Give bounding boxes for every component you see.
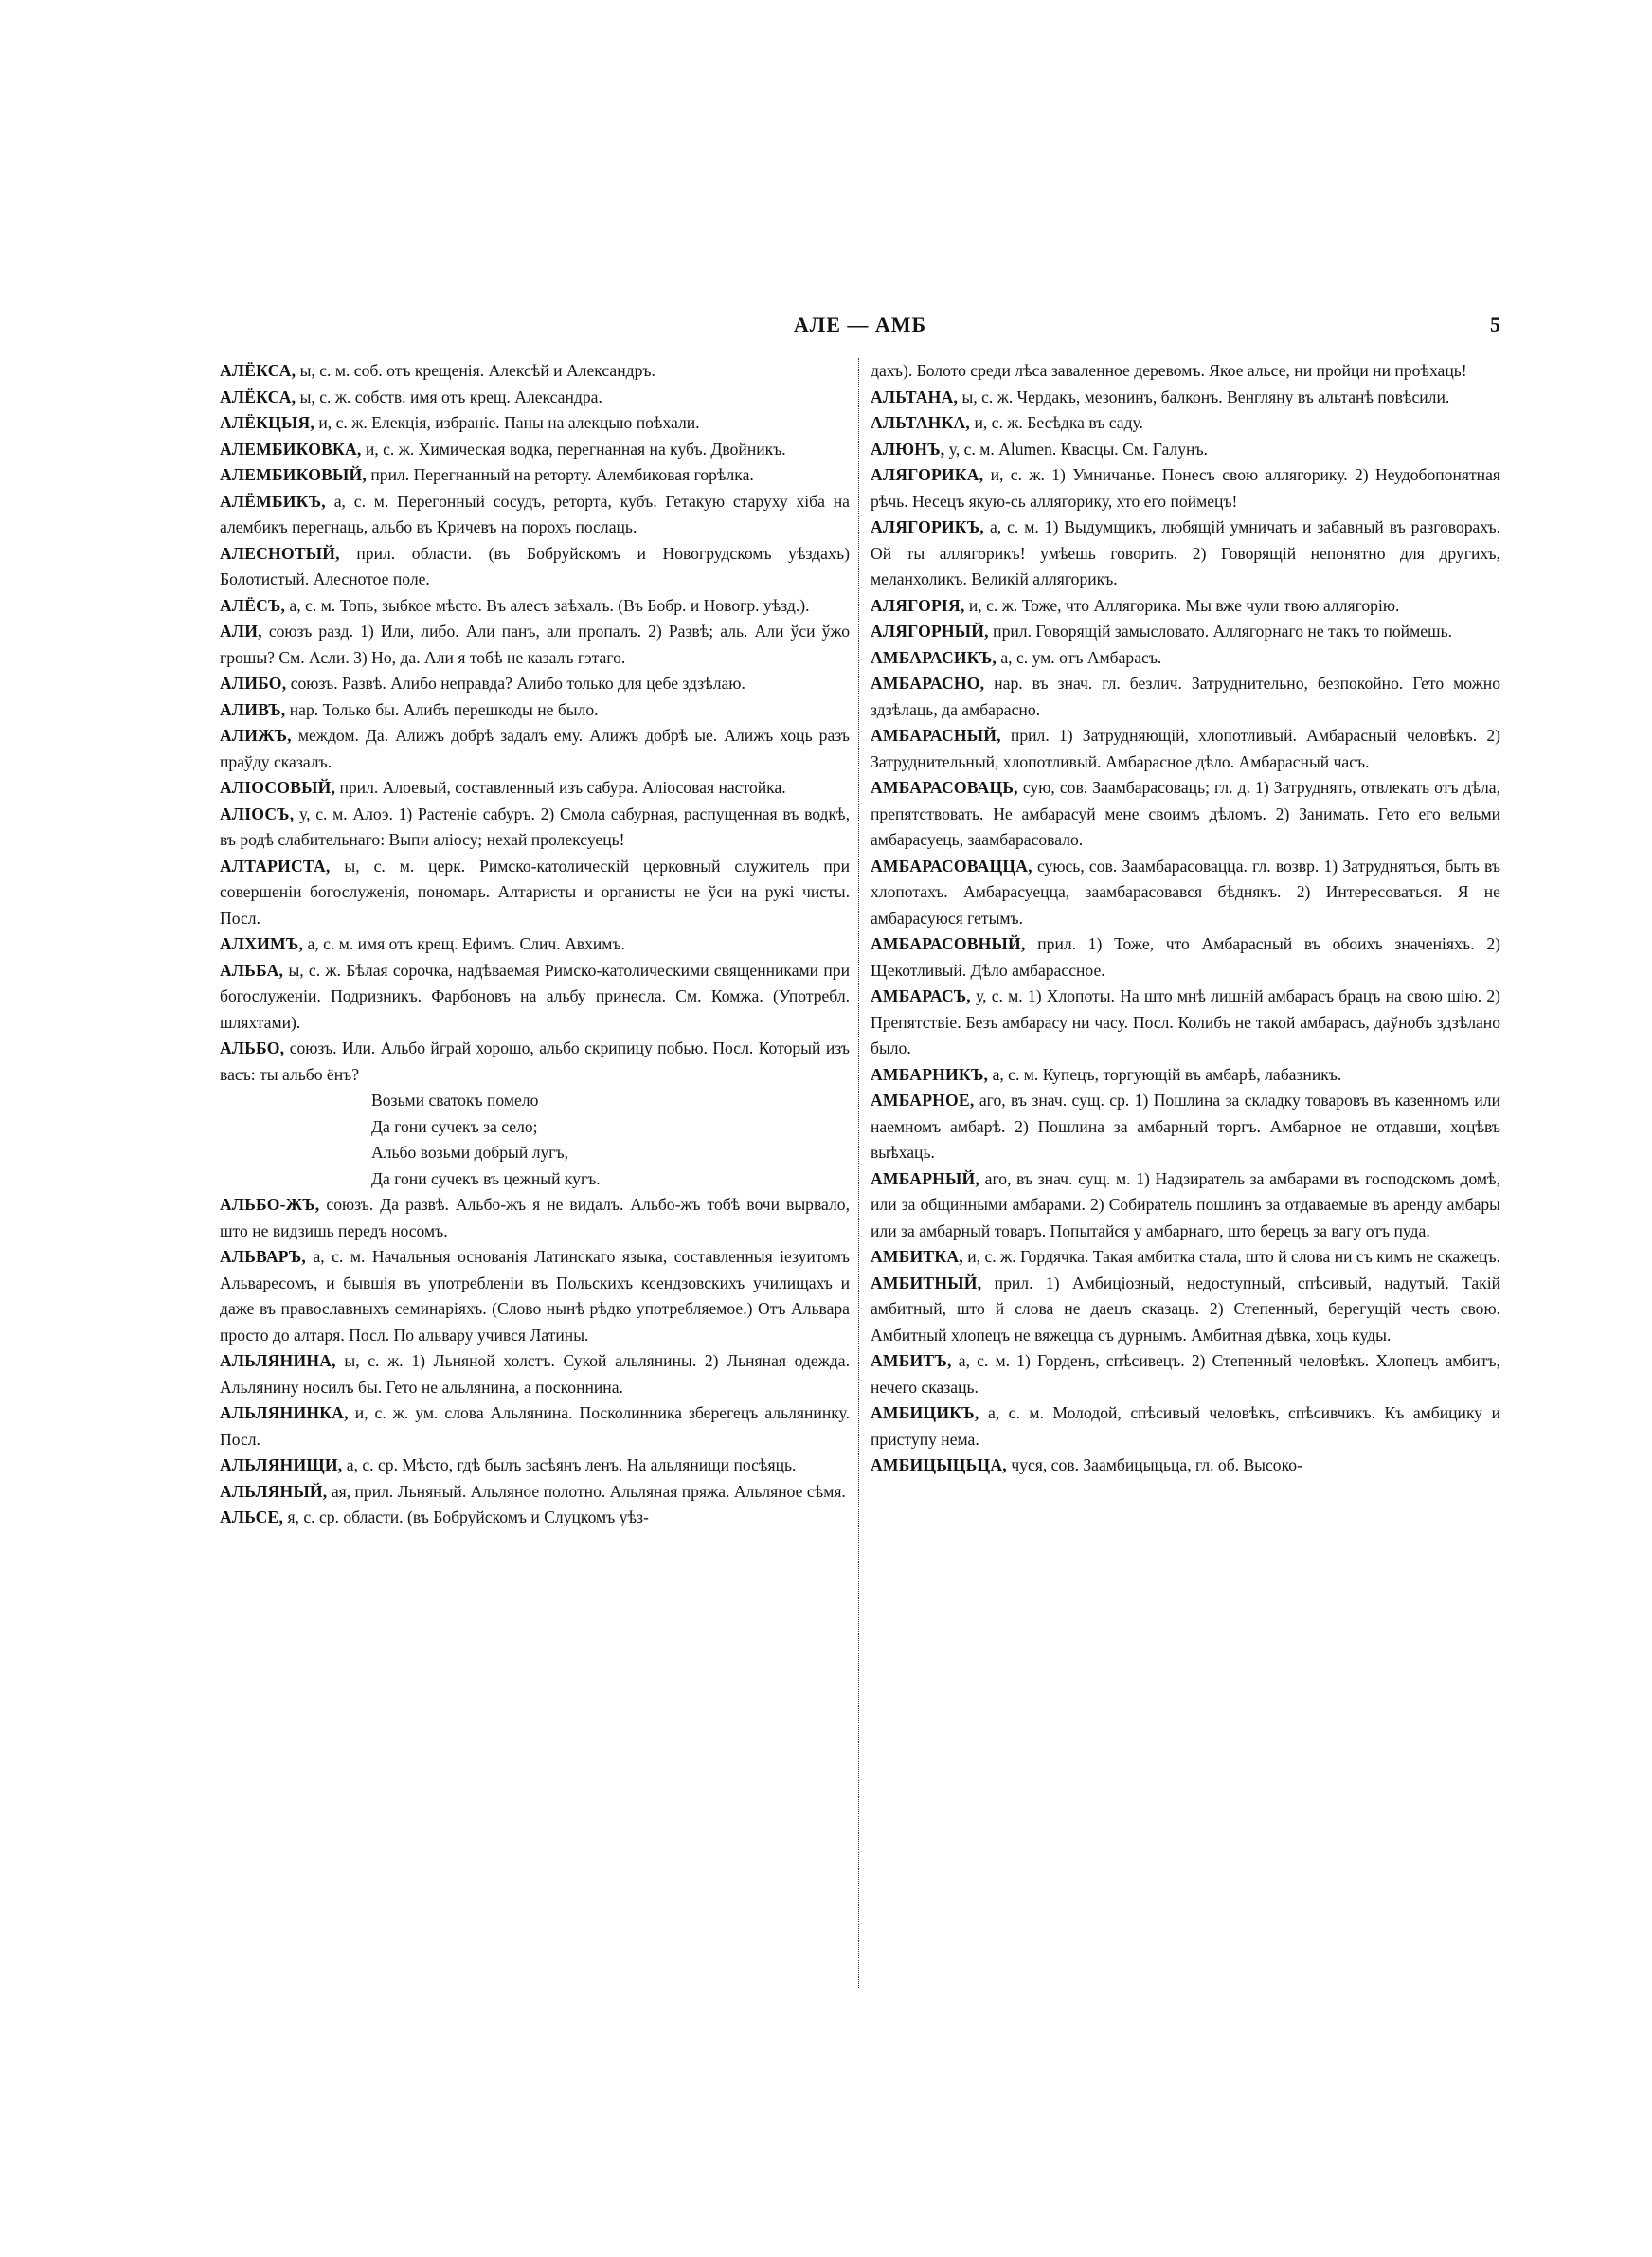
entry-headword: АМБАРНОЕ, [871, 1091, 975, 1110]
entry-headword: АЛЁКСА, [220, 387, 296, 406]
entry-headword: АМБАРАСИКЪ, [871, 647, 997, 667]
dictionary-entry [220, 1479, 850, 1506]
dictionary-entry [220, 593, 850, 620]
dictionary-entry [871, 1166, 1500, 1245]
entry-definition: а, с. м. Молодой, спѣсивый человѣкъ, спѣсивчикъ. Къ амбицику и приступу нема. [871, 1403, 1500, 1449]
entry-headword: АЛЬЛЯНЫЙ, [220, 1481, 328, 1501]
entry-definition: союзъ разд. 1) Или, либо. Али панъ, али пропалъ. 2) Развѣ; аль. Али ўси ўжо грошы? См. Асли. 3) Но, да. Али я тобѣ не казалъ гэтаго. [220, 622, 850, 667]
entry-headword: АЛЕМБИКОВЫЙ, [220, 465, 367, 484]
dictionary-entry [220, 1400, 850, 1453]
dictionary-entry [871, 410, 1500, 437]
dictionary-entry [220, 775, 850, 802]
entry-definition: дахъ). Болото среди лѣса заваленное деревомъ. Якое альсе, ни пройци ни проѣхаць! [871, 361, 1467, 380]
dictionary-entry [871, 984, 1500, 1062]
entry-definition: аго, въ знач. сущ. м. 1) Надзиратель за амбарами въ господскомъ домѣ, или за общинными амбарами. 2) Собиратель пошлинъ за отдаваемые въ аренду амбары или за амбарный товаръ. Попытайся у амбарнаго, што берецъ за вагу отъ пуда. [871, 1168, 1500, 1240]
dictionary-entry [871, 1453, 1500, 1479]
entry-headword: АЛЮНЪ, [871, 439, 945, 459]
dictionary-entry [871, 931, 1500, 984]
entry-definition: а, с. м. Топь, зыбкое мѣсто. Въ алесъ заѣхалъ. (Въ Бобр. и Новогр. уѣзд.). [289, 595, 810, 615]
entry-definition: прил. Говорящій замысловато. Аллягорнаго не такъ то поймешь. [993, 622, 1452, 641]
entry-definition: а, с. м. Перегонный сосудъ, реторта, кубъ. Гетакую старуху хіба на алембикъ перегнаць, альбо въ Кричевъ на порохъ послаць. [220, 491, 850, 536]
dictionary-entry [220, 958, 850, 1037]
entry-definition: союзъ. Или. Альбо йграй хорошо, альбо скрипицу побью. Посл. Который изъ васъ: ты альбо ёнъ? [220, 1038, 850, 1084]
dictionary-entry [871, 1244, 1500, 1271]
entry-definition: прил. 1) Амбиціозный, недоступный, спѣсивый, надутый. Такій амбитный, што й слова не даецъ сказаць. 2) Степенный, берегущій честь свою. Амбитный хлопецъ не вяжецца съ дурнымъ. Амбитная дѣвка, хоць куды. [871, 1273, 1501, 1345]
entry-definition: союзъ. Да развѣ. Альбо-жъ я не видалъ. Альбо-жъ тобѣ вочи вырвало, што не видзишь передъ носомъ. [220, 1195, 850, 1240]
entry-definition: ы, с. ж. 1) Льняной холстъ. Сукой альлянины. 2) Льняная одежда. Альлянину носилъ бы. Гето не альлянина, а посконнина. [220, 1351, 850, 1397]
entry-definition: а, с. м. 1) Горденъ, спѣсивецъ. 2) Степенный человѣкъ. Хлопецъ амбитъ, нечего сказаць. [871, 1351, 1500, 1397]
entry-headword: АЛИ, [220, 622, 262, 641]
dictionary-entry [220, 931, 850, 958]
dictionary-entry [220, 462, 850, 489]
entry-headword: АЛІОСЪ, [220, 803, 295, 823]
entry-headword: АМБАРАСОВАЦЦА, [871, 856, 1032, 876]
entry-headword: АМБИТНЫЙ, [871, 1273, 982, 1292]
entry-definition: и, с. ж. Химическая водка, перегнанная на кубъ. Двойникъ. [365, 439, 786, 459]
dictionary-entry [871, 723, 1500, 775]
dictionary-entry [871, 515, 1500, 593]
dictionary-entry [220, 410, 850, 437]
entry-headword: АЛИБО, [220, 674, 287, 693]
dictionary-entry [871, 1348, 1500, 1400]
entry-definition: и, с. ж. Елекція, избраніе. Паны на алекцыю поѣхали. [318, 413, 700, 432]
entry-definition: прил. Алоевый, составленный изъ сабура. Аліосовая настойка. [339, 778, 786, 797]
entry-definition: ы, с. м. соб. отъ крещенія. Алексѣй и Александръ. [299, 361, 655, 380]
dictionary-entry [871, 1400, 1500, 1453]
entry-headword: АЛИЖЪ, [220, 726, 292, 745]
entry-definition: а, с. ср. Мѣсто, гдѣ былъ засѣянъ ленъ. На альлянищи посѣяць. [346, 1455, 797, 1474]
verse-block [220, 1088, 850, 1192]
entry-definition: междом. Да. Алижъ добрѣ задалъ ему. Алижъ добрѣ ые. Алижъ хоць разъ праўду сказалъ. [220, 726, 851, 771]
entry-definition: и, с. ж. 1) Умничанье. Понесъ свою аллягорику. 2) Неудобопонятная рѣчь. Несецъ якую-сь аллягорику, хто его поймецъ! [871, 465, 1500, 511]
entry-headword: АЛЯГОРИКА, [871, 465, 984, 484]
dictionary-entry [871, 358, 1500, 385]
running-title: АЛЕ — АМБ [793, 313, 927, 336]
entry-definition: у, с. м. Alumen. Квасцы. См. Галунъ. [948, 439, 1208, 459]
dictionary-entry [871, 1088, 1500, 1166]
entry-headword: АЛІОСОВЫЙ, [220, 778, 336, 797]
entry-headword: АМБАРНЫЙ, [871, 1168, 980, 1188]
entry-definition: нар. Только бы. Алибъ перешкоды не было. [289, 699, 599, 719]
dictionary-entry [871, 645, 1500, 672]
entry-definition: нар. въ знач. гл. безлич. Затруднительно, безпокойно. Гето можно здзѣлаць, да амбарасно. [871, 674, 1500, 719]
entry-definition: и, с. ж. Тоже, что Аллягорика. Мы вже чули твою аллягорію. [968, 595, 1400, 615]
entry-definition: и, с. ж. Бесѣдка въ саду. [974, 413, 1143, 432]
dictionary-entry [871, 854, 1500, 932]
entry-definition: а, с. м. Купецъ, торгующій въ амбарѣ, лабазникъ. [992, 1064, 1342, 1084]
entry-definition: прил. Перегнанный на реторту. Алембиковая горѣлка. [370, 465, 754, 484]
entry-headword: АЛЁСЪ, [220, 595, 286, 615]
page-number: 5 [1490, 313, 1500, 336]
entry-headword: АЛЯГОРНЫЙ, [871, 622, 989, 641]
entry-headword: АМБАРАСОВАЦЬ, [871, 778, 1018, 797]
entry-definition: прил. 1) Затрудняющій, хлопотливый. Амбарасный человѣкъ. 2) Затруднительный, хлопотливый. Амбарасное дѣло. Амбарасный часъ. [871, 726, 1500, 771]
entry-definition: сую, сов. Заамбарасоваць; гл. д. 1) Затруднять, отвлекать отъ дѣла, препятствовать. Не амбарасуй мене своимъ дѣломъ. 2) Занимать. Гето его вельми амбарасуець, заамбарасовало. [871, 778, 1500, 849]
entry-definition: а, с. м. имя отъ крещ. Ефимъ. Слич. Авхимъ. [307, 934, 625, 953]
dictionary-entry [220, 385, 850, 411]
entry-definition: я, с. ср. области. (въ Бобруйскомъ и Слуцкомъ уѣз- [287, 1508, 649, 1526]
entry-definition: ая, прил. Льняный. Альляное полотно. Альляная пряжа. Альляное сѣмя. [331, 1481, 846, 1501]
entry-headword: АЛЕМБИКОВКА, [220, 439, 362, 459]
entry-headword: АЛЁМБИКЪ, [220, 491, 326, 511]
entry-headword: АЛЁКЦЫЯ, [220, 413, 314, 432]
dictionary-entry [220, 619, 850, 671]
entry-headword: АЛЬВАРЪ, [220, 1247, 306, 1266]
dictionary-entry [220, 697, 850, 724]
entry-definition: и, с. ж. ум. слова Альлянина. Посколинника зберегецъ альлянинку. Посл. [220, 1403, 850, 1449]
dictionary-entry [220, 671, 850, 697]
dictionary-entry [871, 1062, 1500, 1089]
entry-headword: АЛЬБО-ЖЪ, [220, 1195, 320, 1214]
entry-definition: Возьми сватокъ помело Да гони сучекъ за село; Альбо возьми добрый лугъ, Да гони сучекъ въ цежный кугъ. [371, 1091, 601, 1188]
dictionary-entry [871, 437, 1500, 463]
running-head [220, 313, 1500, 343]
entry-headword: АМБИЦИКЪ, [871, 1403, 979, 1422]
entry-definition: у, с. м. 1) Хлопоты. На што мнѣ лишній амбарасъ брацъ на свою шію. 2) Препятствіе. Безъ амбарасу ни часу. Посл. Колибъ не такой амбарасъ, даўнобъ здзѣлано было. [871, 986, 1500, 1057]
dictionary-entry [871, 385, 1500, 411]
entry-headword: АМБАРАСЪ, [871, 986, 971, 1005]
dictionary-entry [871, 671, 1500, 723]
entry-definition: у, с. м. Алоэ. 1) Растеніе сабуръ. 2) Смола сабурная, распущенная въ водкѣ, въ родѣ слабительнаго: Выпи аліосу; нехай пролексуець! [220, 803, 850, 849]
entry-definition: ы, с. ж. собств. имя отъ крещ. Александра. [299, 387, 602, 406]
entry-headword: АМБАРАСОВНЫЙ, [871, 934, 1026, 953]
dictionary-entry [220, 1036, 850, 1088]
entry-headword: АЛХИМЪ, [220, 934, 304, 953]
dictionary-entry [220, 1453, 850, 1479]
entry-headword: АЛЯГОРИКЪ, [871, 517, 985, 536]
entry-headword: АЛЯГОРІЯ, [871, 595, 965, 615]
entry-definition: суюсь, сов. Заамбарасоваццa. гл. возвр. 1) Затрудняться, быть въ хлопотахъ. Амбарасуецца, заамбарасовався бѣднякъ. 2) Интересоваться. Я не амбарасуюся гетымъ. [871, 856, 1501, 928]
entry-headword: АМБАРАСНО, [871, 674, 985, 693]
entry-headword: АЛЬЛЯНИЩИ, [220, 1455, 343, 1474]
dictionary-entry [220, 437, 850, 463]
dictionary-entry [220, 802, 850, 854]
dictionary-entry [871, 593, 1500, 620]
dictionary-entry [220, 1348, 850, 1400]
entry-headword: АЛЬЛЯНИНА, [220, 1351, 336, 1370]
entry-headword: АМБАРНИКЪ, [871, 1064, 989, 1084]
entry-definition: и, с. ж. Гордячка. Такая амбитка стала, што й слова ни съ кимъ не скажецъ. [967, 1247, 1500, 1266]
entry-definition: ы, с. ж. Бѣлая сорочка, надѣваемая Римско-католическими священниками при богослуженіи. Подризникъ. Фарбоновъ на альбу принесла. См. Комжа. (Употребл. шляхтами). [220, 960, 850, 1032]
entry-headword: АЛЬБО, [220, 1038, 285, 1057]
dictionary-entry [220, 854, 850, 932]
entry-headword: АЛЬБА, [220, 960, 284, 980]
entry-headword: АМБИЦЫЦЬЦА, [871, 1455, 1007, 1474]
entry-headword: АМБИТКА, [871, 1247, 963, 1266]
entry-definition: ы, с. ж. Чердакъ, мезонинъ, балконъ. Венгляну въ альтанѣ повѣсили. [961, 387, 1450, 406]
entry-definition: ы, с. м. церк. Римско-католическій церковный служитель при совершеніи богослуженія, пономарь. Алтаристы и органисты не ўси на рукi чисты. Посл. [220, 856, 850, 928]
entry-definition: чуся, сов. Заамбицыцьца, гл. об. Высоко- [1011, 1455, 1302, 1474]
dictionary-entry [871, 775, 1500, 854]
dictionary-entry [220, 489, 850, 541]
dictionary-entry [220, 541, 850, 593]
entry-headword: АМБИТЪ, [871, 1351, 952, 1370]
entry-headword: АЛТАРИСТА, [220, 856, 331, 876]
entry-headword: АЛИВЪ, [220, 699, 286, 719]
entry-headword: АЛЁКСА, [220, 361, 296, 380]
entry-definition: союзъ. Развѣ. Алибо неправда? Алибо только для цебе здзѣлаю. [290, 674, 745, 693]
entry-definition: а, с. м. Начальныя основанія Латинскаго языка, составленныя іезуитомъ Альваресомъ, и бывшія въ употребленіи въ Польскихъ ксендзовскихъ училищахъ и даже въ православныхъ семинаріяхъ. (Слово нынѣ рѣдко употребляемое.) Отъ Альвара просто до алтаря. Посл. По альвару учився Латины. [220, 1247, 850, 1345]
entry-definition: а, с. м. 1) Выдумщикъ, любящій умничать и забавный въ разговорахъ. Ой ты аллягорикъ! умѣешь говорить. 2) Говорящій непонятно для другихъ, меланхоликъ. Великій аллягорикъ. [871, 517, 1500, 588]
entry-headword: АЛЬТАНА, [871, 387, 959, 406]
right-column [871, 358, 1500, 1479]
dictionary-entry [220, 1192, 850, 1244]
entry-headword: АЛЕСНОТЫЙ, [220, 543, 340, 563]
entry-definition: а, с. ум. отъ Амбарасъ. [1000, 647, 1162, 667]
column-divider [858, 358, 859, 1988]
dictionary-entry [871, 619, 1500, 645]
entry-definition: прил. области. (въ Бобруйскомъ и Новогрудскомъ уѣздахъ) Болотистый. Алеснотое поле. [220, 543, 850, 588]
left-column [220, 358, 850, 1531]
entry-headword: АЛЬСЕ, [220, 1508, 284, 1526]
entry-definition: прил. 1) Тоже, что Амбарасный въ обоихъ значеніяхъ. 2) Щекотливый. Дѣло амбарасcное. [871, 934, 1500, 980]
dictionary-entry [220, 358, 850, 385]
entry-headword: АЛЬЛЯНИНКА, [220, 1403, 349, 1422]
dictionary-entry [220, 1505, 850, 1531]
entry-headword: АМБАРАСНЫЙ, [871, 726, 1001, 745]
dictionary-entry [220, 723, 850, 775]
entry-headword: АЛЬТАНКА, [871, 413, 971, 432]
entry-definition: аго, въ знач. сущ. ср. 1) Пошлина за складку товаровъ въ казенномъ или наемномъ амбарѣ. 2) Пошлина за амбарный торгъ. Амбарное не отдавши, хоцѣвъ выѣхаць. [871, 1091, 1500, 1162]
dictionary-entry [871, 1271, 1500, 1349]
dictionary-entry [871, 462, 1500, 515]
dictionary-entry [220, 1244, 850, 1348]
